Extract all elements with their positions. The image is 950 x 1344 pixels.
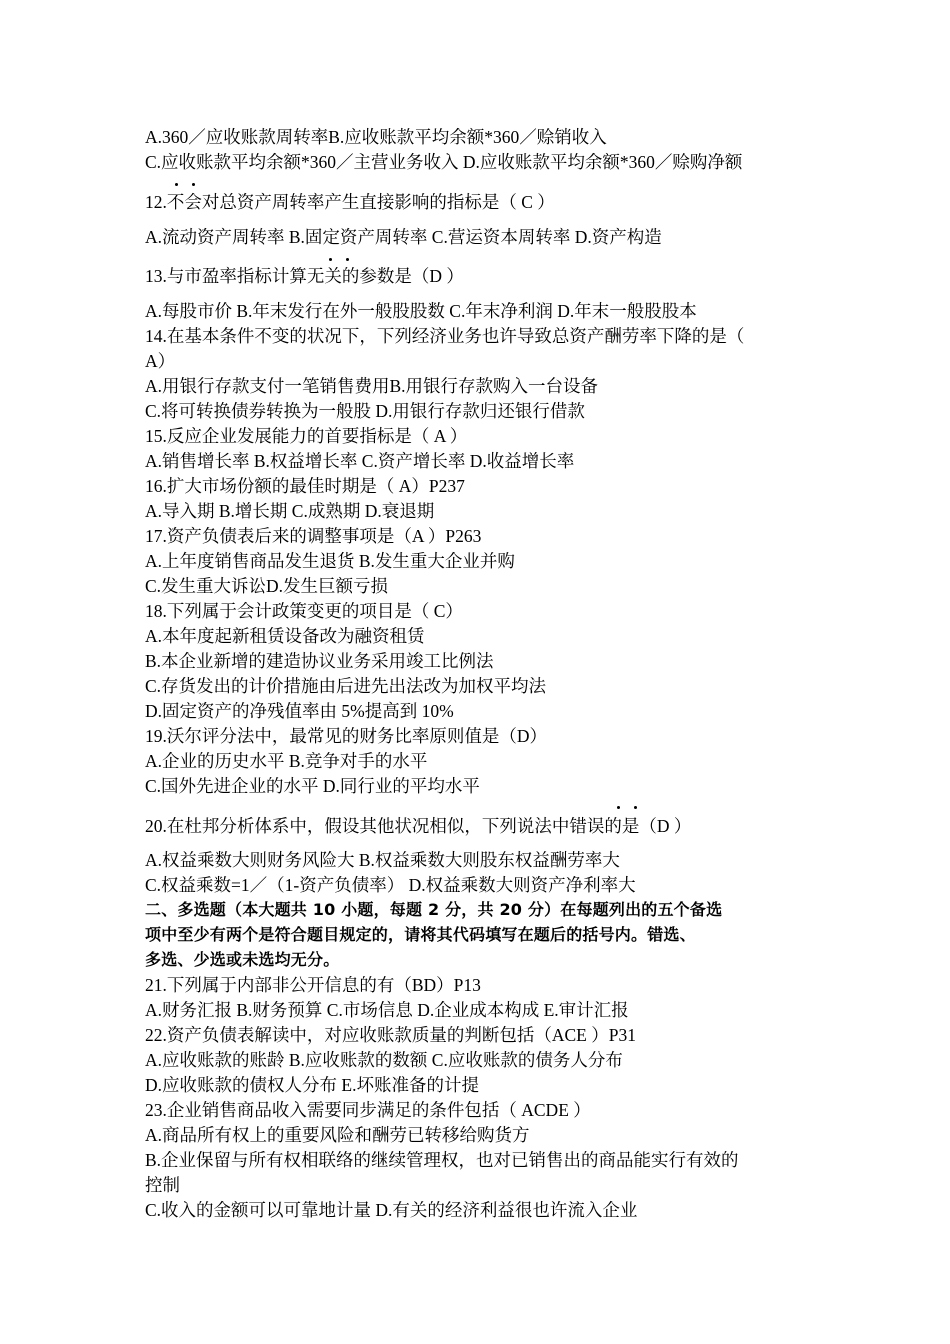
text-line: A.导入期 B.增长期 C.成熟期 D.衰退期 [145, 501, 435, 521]
text-line: A.360／应收账款周转率B.应收账款平均余额*360／赊销收入 [145, 127, 607, 147]
text-line: C.权益乘数=1／（1-资产负债率） D.权益乘数大则资产净利率大 [145, 875, 636, 895]
text-line: C.国外先进企业的水平 D.同行业的平均水平 [145, 776, 480, 796]
text-line: 23.企业销售商品收入需要同步满足的条件包括（ ACDE ） [145, 1100, 591, 1120]
text-line: 17.资产负债表后来的调整事项是（A ）P263 [145, 526, 482, 546]
text-line: C.收入的金额可以可靠地计量 D.有关的经济利益很也许流入企业 [145, 1200, 638, 1220]
text-line: 19.沃尔评分法中，最常见的财务比率原则值是（D） [145, 726, 548, 746]
text-line: 22.资产负债表解读中，对应收账款质量的判断包括（ACE ）P31 [145, 1025, 636, 1045]
text-line: 12.不会对总资产周转率产生直接影响的指标是（ C ） [145, 192, 555, 212]
text-line: B.企业保留与所有权相联络的继续管理权，也对已销售出的商品能实行有效的 [145, 1150, 739, 1170]
section-heading-line: 多选、少选或未选均无分。 [145, 950, 340, 969]
section-heading-line: 项中至少有两个是符合题目规定的，请将其代码填写在题后的括号内。错选、 [145, 925, 696, 944]
text-line: 控制 [145, 1175, 180, 1195]
text-line: A.企业的历史水平 B.竞争对手的水平 [145, 751, 428, 771]
text-line: B.本企业新增的建造协议业务采用竣工比例法 [145, 651, 494, 671]
text-line: A.商品所有权上的重要风险和酬劳已转移给购货方 [145, 1125, 530, 1145]
section-heading-line: 二、多选题（本大题共 10 小题，每题 2 分，共 20 分）在每题列出的五个备选 [145, 900, 723, 919]
emphasis-dot [634, 806, 637, 809]
text-line: D.应收账款的债权人分布 E.坏账准备的计提 [145, 1075, 479, 1095]
text-line: 13.与市盈率指标计算无关的参数是（D ） [145, 266, 464, 286]
text-line: 15.反应企业发展能力的首要指标是（ A ） [145, 426, 468, 446]
text-line: A.本年度起新租赁设备改为融资租赁 [145, 626, 425, 646]
text-line: A.财务汇报 B.财务预算 C.市场信息 D.企业成本构成 E.审计汇报 [145, 1000, 629, 1020]
text-line: C.存货发出的计价措施由后进先出法改为加权平均法 [145, 676, 547, 696]
text-line: C.发生重大诉讼D.发生巨额亏损 [145, 576, 389, 596]
text-line: A.用银行存款支付一笔销售费用B.用银行存款购入一台设备 [145, 376, 599, 396]
emphasis-dot [617, 806, 620, 809]
text-line: 16.扩大市场份额的最佳时期是（ A）P237 [145, 476, 465, 496]
emphasis-dot [192, 183, 195, 186]
text-line: A.权益乘数大则财务风险大 B.权益乘数大则股东权益酬劳率大 [145, 850, 620, 870]
text-line: 21.下列属于内部非公开信息的有（BD）P13 [145, 975, 481, 995]
text-line: 14.在基本条件不变的状况下，下列经济业务也许导致总资产酬劳率下降的是（ [145, 326, 745, 346]
text-line: 20.在杜邦分析体系中，假设其他状况相似，下列说法中错误的是（D ） [145, 816, 692, 836]
text-line: A.销售增长率 B.权益增长率 C.资产增长率 D.收益增长率 [145, 451, 575, 471]
emphasis-dot [329, 258, 332, 261]
emphasis-dot [175, 183, 178, 186]
text-line: A.流动资产周转率 B.固定资产周转率 C.营运资本周转率 D.资产构造 [145, 227, 662, 247]
text-line: C.将可转换债券转换为一般股 D.用银行存款归还银行借款 [145, 401, 585, 421]
text-line: C.应收账款平均余额*360／主营业务收入 D.应收账款平均余额*360／赊购净额 [145, 152, 743, 172]
text-line: A.上年度销售商品发生退货 B.发生重大企业并购 [145, 551, 515, 571]
text-line: A.每股市价 B.年末发行在外一般股股数 C.年末净利润 D.年末一般股股本 [145, 301, 697, 321]
text-line: D.固定资产的净残值率由 5%提高到 10% [145, 701, 454, 721]
text-line: 18.下列属于会计政策变更的项目是（ C） [145, 601, 463, 621]
text-line: A.应收账款的账龄 B.应收账款的数额 C.应收账款的债务人分布 [145, 1050, 623, 1070]
text-line: A） [145, 351, 176, 371]
emphasis-dot [346, 258, 349, 261]
